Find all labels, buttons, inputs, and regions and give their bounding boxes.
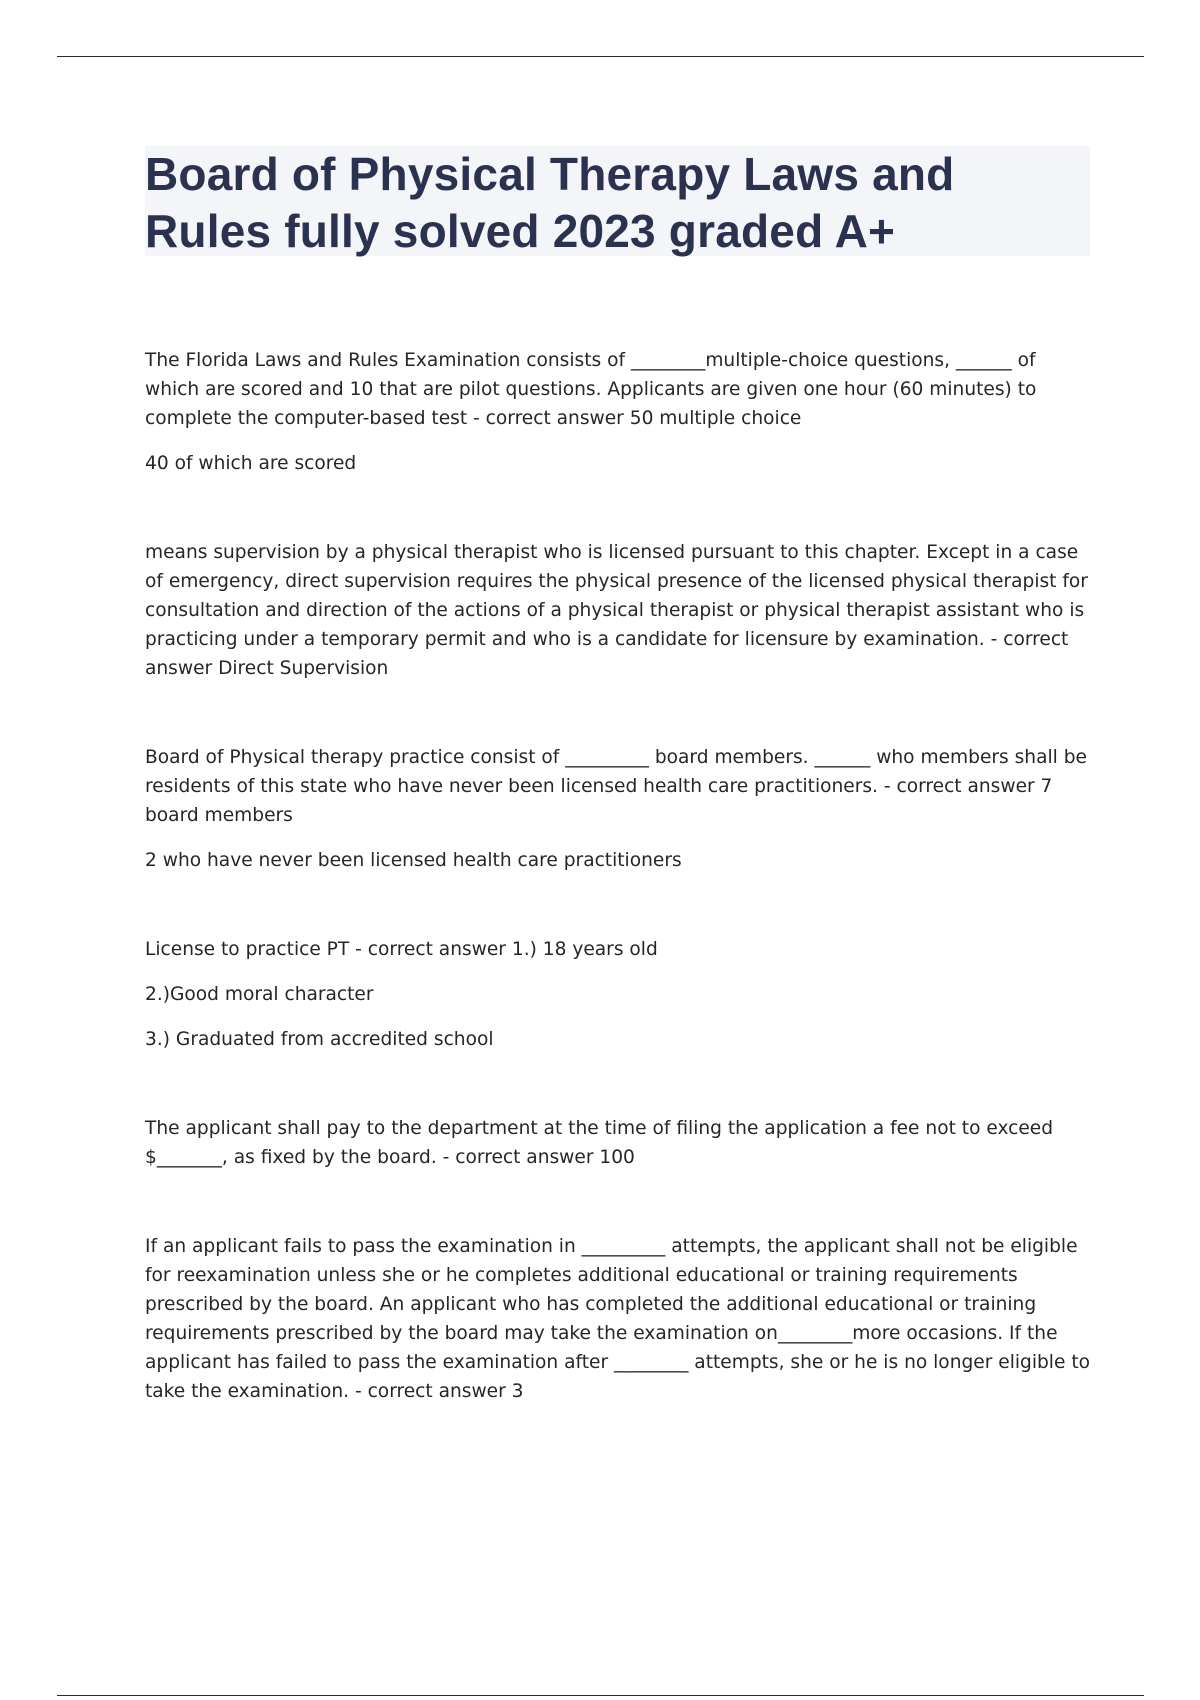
top-rule xyxy=(57,56,1144,57)
qa-item xyxy=(145,935,1095,1054)
qa-text: 40 of which are scored xyxy=(145,453,357,474)
qa-item xyxy=(145,743,1095,875)
page-title: Board of Physical Therapy Laws and Rules fully solved 2023 graded A+ xyxy=(145,148,955,257)
qa-text: The applicant shall pay to the department at the time of filing the application a fee not to exceed $_______, as fixed by the board. - correct answer 100 xyxy=(145,1118,1054,1168)
qa-item xyxy=(145,1114,1095,1172)
bottom-rule xyxy=(57,1695,1144,1696)
qa-text: 2.)Good moral character xyxy=(145,984,374,1005)
qa-item xyxy=(145,1232,1095,1406)
qa-text: Board of Physical therapy practice consist of _________ board members. ______ who members shall be residents of this state who have never been licensed health care practitioners. - correct answer 7 board members xyxy=(145,747,1087,826)
qa-text: The Florida Laws and Rules Examination consists of ________multiple-choice questions, ______ of which are scored and 10 that are pilot questions. Applicants are given one hour (60 minutes) to complete the computer-based test - correct answer 50 multiple choice xyxy=(145,350,1037,429)
title-box xyxy=(145,146,1090,256)
document-body xyxy=(145,346,1095,1422)
qa-text: means supervision by a physical therapist who is licensed pursuant to this chapter. Except in a case of emergency, direct supervision requires the physical presence of the licensed physical therapist for consultation and direction of the actions of a physical therapist or physical therapist assistant who is practicing under a temporary permit and who is a candidate for licensure by examination. - correct answer Direct Supervision xyxy=(145,542,1088,679)
qa-text: If an applicant fails to pass the examination in _________ attempts, the applicant shall not be eligible for reexamination unless she or he completes additional educational or training requirements prescribed by the board. An applicant who has completed the additional educational or training requirements prescribed by the board may take the examination on________more occasions. If the applicant has failed to pass the examination after ________ attempts, she or he is no longer eligible to take the examination. - correct answer 3 xyxy=(145,1236,1090,1402)
qa-item xyxy=(145,538,1095,683)
qa-text: 2 who have never been licensed health care practitioners xyxy=(145,850,682,871)
qa-text: License to practice PT - correct answer 1.) 18 years old xyxy=(145,939,658,960)
qa-text: 3.) Graduated from accredited school xyxy=(145,1029,494,1050)
qa-item xyxy=(145,346,1095,478)
